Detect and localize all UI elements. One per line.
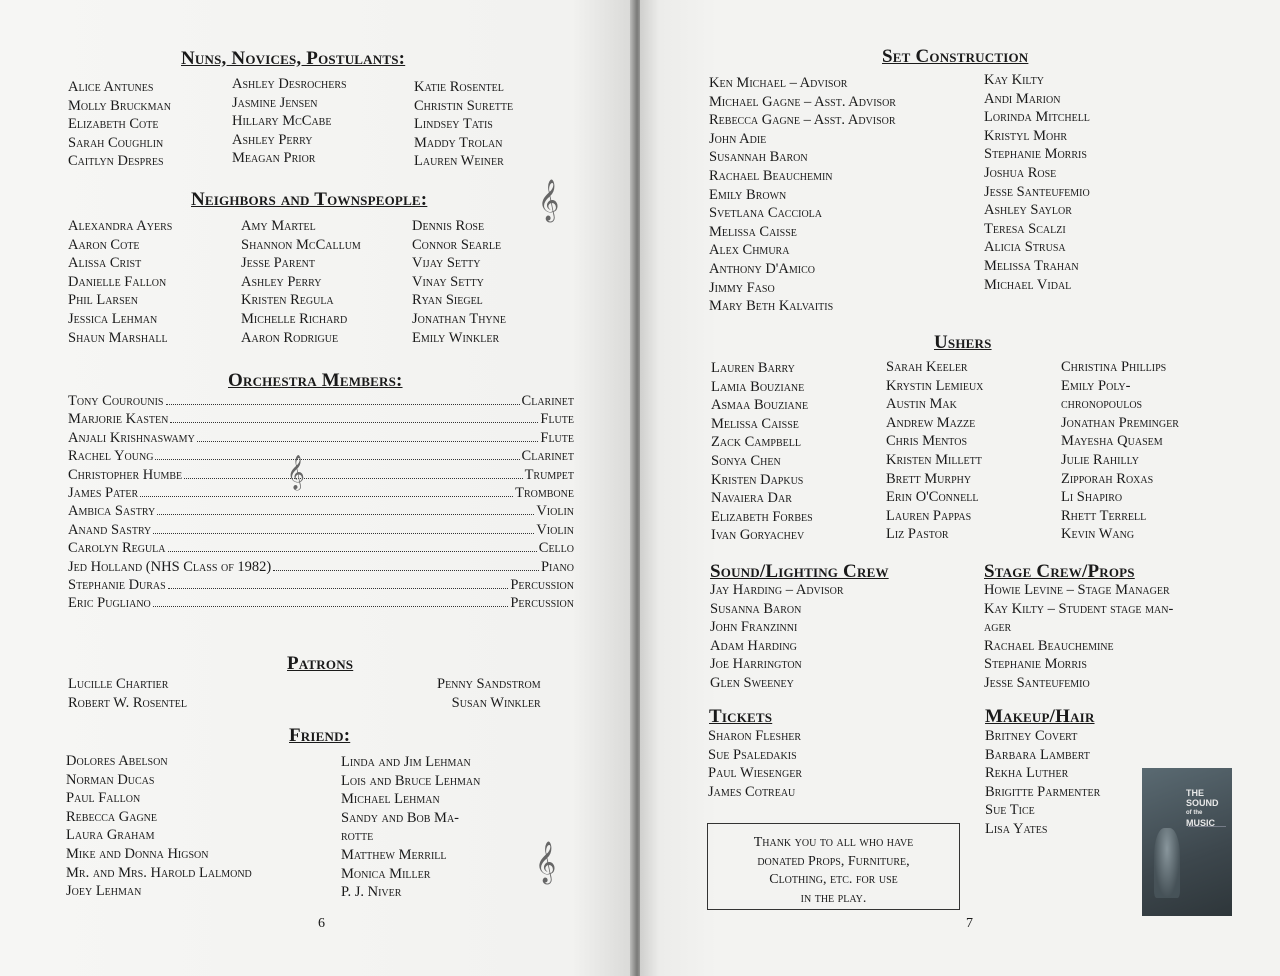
crew-name: Melissa Caisse [709,223,797,240]
patrons-col-2 [437,675,541,712]
crew-name: Sue Tice [985,802,1035,819]
member-name: Eric Pugliano [68,595,151,612]
friend-col-2 [341,753,480,902]
cast-name: Emily Winkler [412,329,500,346]
treble-clef-icon: 𝄞 [538,180,560,221]
usher-name: Emily Poly- [1061,377,1131,394]
friend-name: Mike and Donna Higson [66,845,209,862]
crew-name: Emily Brown [709,186,787,203]
crew-name: Stephanie Morris [984,146,1087,163]
crew-name: Sue Psaledakis [708,746,797,763]
friend-name: Dolores Abelson [66,753,168,769]
crew-name: Stephanie Morris [984,656,1087,673]
friend-name: Matthew Merrill [341,846,447,863]
crew-name: Andi Marion [984,90,1061,107]
treble-clef-icon: 𝄞 [535,842,557,883]
crew-name: Adam Harding [710,637,797,654]
orchestra-row [68,576,574,594]
usher-name: Navaiera Dar [711,490,792,507]
usher-name: Chris Mentos [886,433,968,450]
patron-name: Penny Sandstrom [437,676,541,692]
usher-name: Austin Mak [886,396,957,413]
cast-name: Shaun Marshall [68,329,168,346]
makeup-list [985,727,1100,839]
cast-name: Ashley Desrochers [232,76,347,92]
cast-name: Alissa Crist [68,255,142,272]
left-page [0,0,636,976]
crew-name: John Franzinni [710,619,798,636]
orchestra-row [68,558,574,576]
page-number: 7 [966,916,973,931]
friend-name: P. J. Niver [341,884,402,901]
usher-name: Zipporah Roxas [1061,470,1154,487]
cast-name: Lindsey Tatis [414,116,493,133]
crew-name: Lisa Yates [985,820,1048,837]
member-name: Stephanie Duras [68,576,166,593]
orchestra-row [68,392,574,410]
cast-name: Jasmine Jensen [232,94,318,111]
patron-name: Lucille Chartier [68,676,169,692]
orchestra-row [68,594,574,612]
member-instrument: Trombone [515,484,574,501]
cast-name: Hillary McCabe [232,113,332,130]
cast-name: Jessica Lehman [68,310,158,327]
treble-clef-icon: 𝄞 [287,455,305,490]
orchestra-row [68,410,574,428]
member-name: Anand Sastry [68,521,152,538]
thank-you-line: donated Props, Furniture, [757,853,910,869]
crew-name: John Adie [709,130,767,147]
crew-name: Svetlana Cacciola [709,205,823,222]
crew-name: Jesse Santeufemio [984,183,1090,200]
crew-name: Mary Beth Kalvaitis [709,298,834,315]
orchestra-row [68,484,574,502]
usher-name: Erin O'Connell [886,489,979,506]
neighbors-col-3 [412,217,506,347]
usher-name: Lauren Barry [711,360,795,376]
member-instrument: Violin [536,503,574,520]
orchestra-row [68,429,574,447]
member-instrument: Trumpet [524,466,574,483]
orchestra-row [68,466,574,484]
cast-name: Ryan Siegel [412,292,483,309]
set-construction-col-1 [709,74,896,316]
crew-name: Brigitte Parmenter [985,783,1101,800]
cast-name: Lauren Weiner [414,153,504,170]
crew-name: Rebecca Gagne – Asst. Advisor [709,112,896,129]
usher-name: Elizabeth Forbes [711,508,813,525]
usher-name: Asmaa Bouziane [711,397,809,414]
cast-name: Ashley Perry [232,131,313,148]
crew-name: Jay Harding – Advisor [710,582,844,598]
set-construction-heading: Set Construction [882,46,1029,67]
crew-name: Michael Vidal [984,276,1072,293]
neighbors-heading: Neighbors and Townspeople: [191,189,428,210]
crew-name: Susanna Baron [710,600,802,617]
crew-name: Rekha Luther [985,765,1069,782]
usher-name: Li Shapiro [1061,489,1123,506]
friend-name: Sandy and Bob Ma- [341,809,459,826]
cast-name: Shannon McCallum [241,236,361,253]
cast-name: Alexandra Ayers [68,218,173,234]
usher-name: Kristen Millett [886,451,982,468]
makeup-heading: Makeup/Hair [985,706,1095,727]
friend-col-1 [66,752,252,901]
member-instrument: Flute [540,411,574,428]
member-name: Ambica Sastry [68,503,156,520]
sound-lighting-heading: Sound/Lighting Crew [710,561,889,582]
cast-name: Aaron Rodrigue [241,329,339,346]
usher-name: Sonya Chen [711,452,781,469]
ushers-col-3 [1061,358,1179,544]
ushers-col-2 [886,358,983,544]
cast-name: Aaron Cote [68,236,140,253]
crew-name: Joe Harrington [710,656,802,673]
member-instrument: Clarinet [521,393,574,409]
usher-name: Sarah Keeler [886,359,968,375]
friend-name: Michael Lehman [341,791,440,808]
crew-name: Rachael Beauchemine [984,637,1114,654]
cast-name: Connor Searle [412,236,502,253]
friend-name: Laura Graham [66,827,155,844]
friend-name: Joey Lehman [66,883,142,900]
nuns-heading: Nuns, Novices, Postulants: [181,48,406,69]
member-instrument: Percussion [510,576,574,593]
crew-name: Paul Wiesenger [708,765,802,782]
usher-name: Lauren Pappas [886,507,972,524]
neighbors-col-1 [68,217,172,347]
cast-name: Sarah Coughlin [68,134,164,151]
stage-crew-heading: Stage Crew/Props [984,561,1135,582]
crew-name: Sharon Flesher [708,728,802,744]
cast-name: Christin Surette [414,97,514,114]
usher-name: Andrew Mazze [886,414,976,431]
member-name: Marjorie Kasten [68,411,169,428]
patron-name: Susan Winkler [451,694,541,711]
crew-name: Britney Covert [985,728,1078,744]
friend-name: Rebecca Gagne [66,808,157,825]
member-instrument: Violin [536,521,574,538]
patron-name: Robert W. Rosentel [68,694,187,711]
patrons-col-1 [68,675,187,712]
cast-name: Maddy Trolan [414,134,503,151]
cast-name: Danielle Fallon [68,273,167,290]
thank-you-line: in the play. [800,890,867,906]
ushers-heading: Ushers [934,332,992,353]
nuns-col-1 [68,78,171,171]
crew-name: Kay Kilty – Student stage man- [984,600,1174,617]
thank-you-box [707,823,960,910]
crew-name: Melissa Trahan [984,257,1079,274]
crew-name: Howie Levine – Stage Manager [984,582,1170,598]
cast-name: Ashley Perry [241,273,322,290]
member-instrument: Flute [540,429,574,446]
usher-name: Lamia Bouziane [711,378,805,395]
crew-name: Rachael Beauchemin [709,167,833,184]
nuns-col-2 [232,75,347,168]
ushers-col-1 [711,359,813,545]
member-instrument: Clarinet [521,448,574,465]
crew-name: Kristyl Mohr [984,127,1068,144]
cast-name: Molly Bruckman [68,97,171,114]
friend-heading: Friend: [289,725,351,746]
crew-name: Anthony D'Amico [709,260,815,277]
usher-name: Kevin Wang [1061,526,1135,543]
crew-name: Jesse Santeufemio [984,674,1090,691]
member-name: Anjali Krishnaswamy [68,429,195,446]
crew-name: Joshua Rose [984,164,1057,181]
crew-name: ager [984,619,1012,636]
member-name: Tony Courounis [68,393,164,409]
crew-name: Ashley Saylor [984,202,1072,219]
cast-name: Jesse Parent [241,255,316,272]
usher-name: Rhett Terrell [1061,507,1147,524]
tickets-heading: Tickets [709,706,773,727]
orchestra-row [68,539,574,557]
member-instrument: Cello [538,540,574,557]
thank-you-line: Thank you to all who have [753,835,914,850]
cast-name: Vijay Setty [412,255,481,272]
member-name: James Pater [68,484,139,501]
friend-name: Lois and Bruce Lehman [341,772,481,789]
orchestra-list [68,392,574,613]
stage-crew-list [984,581,1173,693]
crew-name: Kay Kilty [984,72,1044,88]
show-poster-image [1142,768,1232,916]
sound-lighting-list [710,581,844,693]
tickets-list [708,727,802,801]
crew-name: Ken Michael – Advisor [709,75,848,91]
friend-name: Mr. and Mrs. Harold Lalmond [66,864,252,881]
member-name: Rachel Young [68,448,154,465]
crew-name: Michael Gagne – Asst. Advisor [709,93,896,110]
usher-name: Kristen Dapkus [711,471,804,488]
cast-name: Vinay Setty [412,273,484,290]
cast-name: Elizabeth Cote [68,116,159,133]
crew-name: Teresa Scalzi [984,220,1066,237]
poster-title: THE SOUND of the MUSIC [1186,788,1219,828]
usher-name: Brett Murphy [886,470,972,487]
member-name: Christopher Humbe [68,466,183,483]
usher-name: Melissa Caisse [711,415,799,432]
usher-name: Krystin Lemieux [886,377,984,394]
cast-name: Caitlyn Despres [68,153,164,170]
member-name: Jed Holland (NHS Class of 1982) [68,558,272,575]
orchestra-row [68,502,574,520]
orchestra-row [68,521,574,539]
thank-you-line: Clothing, etc. for use [769,872,898,887]
crew-name: Alex Chmura [709,242,790,259]
crew-name: Alicia Strusa [984,239,1066,256]
usher-name: Jonathan Preminger [1061,414,1179,431]
crew-name: Jimmy Faso [709,279,775,296]
cast-name: Kristen Regula [241,292,334,309]
cast-name: Alice Antunes [68,79,154,95]
usher-name: Mayesha Quasem [1061,433,1163,450]
crew-name: James Cotreau [708,783,796,800]
cast-name: Phil Larsen [68,292,138,309]
cast-name: Dennis Rose [412,218,485,234]
usher-name: Christina Phillips [1061,359,1167,375]
crew-name: Barbara Lambert [985,746,1090,763]
friend-name: rotte [341,828,374,845]
set-construction-col-2 [984,71,1090,294]
poster-figure [1154,828,1180,898]
usher-name: chronopoulos [1061,396,1143,413]
orchestra-heading: Orchestra Members: [228,370,403,391]
nuns-col-3 [414,78,513,171]
friend-name: Linda and Jim Lehman [341,754,471,770]
member-name: Carolyn Regula [68,540,166,557]
usher-name: Zack Campbell [711,434,801,451]
orchestra-row [68,447,574,465]
page-number: 6 [318,916,325,931]
usher-name: Julie Rahilly [1061,451,1139,468]
cast-name: Katie Rosentel [414,79,504,95]
friend-name: Paul Fallon [66,790,141,807]
member-instrument: Percussion [510,595,574,612]
friend-name: Monica Miller [341,865,431,882]
usher-name: Liz Pastor [886,526,949,543]
usher-name: Ivan Goryachev [711,527,805,544]
member-instrument: Piano [540,558,574,575]
patrons-heading: Patrons [287,653,354,674]
cast-name: Amy Martel [241,218,316,234]
cast-name: Jonathan Thyne [412,310,506,327]
crew-name: Susannah Baron [709,149,808,166]
cast-name: Meagan Prior [232,150,316,167]
crew-name: Lorinda Mitchell [984,109,1090,126]
neighbors-col-2 [241,217,361,347]
cast-name: Michelle Richard [241,310,348,327]
friend-name: Norman Ducas [66,771,155,788]
crew-name: Glen Sweeney [710,674,794,691]
